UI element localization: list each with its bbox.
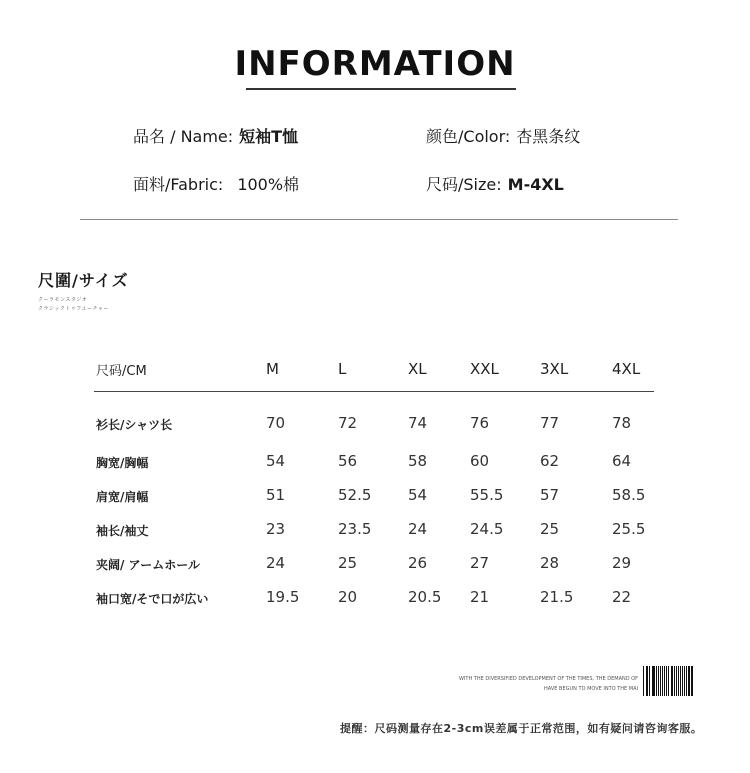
barcode-bar [660, 666, 661, 696]
barcode-bar [692, 666, 693, 696]
table-cell: 54 [408, 486, 428, 504]
table-row-label: 袖口宽/そで口が広い [96, 592, 209, 606]
size-chart-subtitle-2: クラシックトゥフユーチャー [38, 306, 109, 312]
table-cell: 78 [612, 414, 632, 432]
table-cell: 62 [540, 452, 560, 470]
product-color-field [426, 124, 580, 147]
fabric-value: 100%棉 [237, 175, 300, 194]
table-row-label: 袖长/袖丈 [96, 524, 149, 538]
footer-tagline-1: WITH THE DIVERSIFIED DEVELOPMENT OF THE TIMES, THE DEMAND OF [459, 676, 638, 682]
table-cell: 58.5 [612, 486, 646, 504]
product-size-field [426, 172, 564, 195]
table-cell: 56 [338, 452, 358, 470]
size-header: L [338, 360, 347, 378]
size-header: 3XL [540, 360, 569, 378]
table-cell: 70 [266, 414, 286, 432]
barcode-icon [643, 666, 695, 696]
table-cell: 21 [470, 588, 490, 606]
table-cell: 58 [408, 452, 428, 470]
size-header: XXL [470, 360, 499, 378]
title-underline [246, 88, 516, 90]
color-label: 颜色/Color: [426, 127, 511, 146]
table-cell: 24 [408, 520, 428, 538]
size-chart-subtitle-1: クーラモンスタジオ [38, 297, 88, 303]
table-cell: 26 [408, 554, 428, 572]
table-cell: 27 [470, 554, 490, 572]
table-cell: 54 [266, 452, 286, 470]
table-cell: 21.5 [540, 588, 574, 606]
table-row-label: 衫长/シャツ长 [96, 418, 173, 432]
size-header: 4XL [612, 360, 641, 378]
table-cell: 57 [540, 486, 560, 504]
table-cell: 72 [338, 414, 358, 432]
barcode-bar [682, 666, 683, 696]
table-cell: 22 [612, 588, 632, 606]
product-fabric-field [133, 172, 299, 195]
table-cell: 19.5 [266, 588, 300, 606]
table-cell: 23 [266, 520, 286, 538]
product-name-field [133, 124, 298, 147]
table-cell: 64 [612, 452, 632, 470]
barcode-bar [653, 666, 654, 696]
name-label: 品名 / Name: [133, 127, 234, 146]
table-cell: 28 [540, 554, 560, 572]
table-cell: 74 [408, 414, 428, 432]
table-cell: 25 [540, 520, 560, 538]
barcode-bar [649, 666, 650, 696]
size-header: M [266, 360, 279, 378]
name-value: 短袖T恤 [239, 127, 299, 146]
table-cell: 60 [470, 452, 490, 470]
footer-tagline-2: HAVE BEGUN TO MOVE INTO THE MAI [544, 686, 638, 692]
section-divider [80, 219, 678, 220]
barcode-bar [688, 666, 689, 696]
table-cell: 23.5 [338, 520, 372, 538]
table-header-rule [94, 391, 654, 392]
page-title: INFORMATION [234, 44, 516, 84]
barcode-bar [643, 666, 644, 696]
fabric-label: 面料/Fabric: [133, 175, 224, 194]
size-value: M-4XL [507, 175, 564, 194]
table-cell: 77 [540, 414, 560, 432]
table-cell: 29 [612, 554, 632, 572]
table-cell: 52.5 [338, 486, 372, 504]
color-value: 杏黑条纹 [516, 127, 581, 146]
table-cell: 20 [338, 588, 358, 606]
table-row-label: 夹阔/ アームホール [96, 558, 200, 572]
barcode-bar [666, 666, 667, 696]
barcode-bar [676, 666, 677, 696]
table-cell: 51 [266, 486, 286, 504]
table-header-label: 尺码/CM [96, 364, 147, 379]
table-row-label: 肩宽/肩幅 [96, 490, 149, 504]
table-cell: 55.5 [470, 486, 504, 504]
table-cell: 25.5 [612, 520, 646, 538]
table-cell: 24 [266, 554, 286, 572]
size-label: 尺码/Size: [426, 175, 502, 194]
measurement-note: 提醒：尺码测量存在2-3cm误差属于正常范围，如有疑问请咨询客服。 [340, 722, 703, 735]
table-row-label: 胸宽/胸幅 [96, 456, 149, 470]
table-cell: 24.5 [470, 520, 504, 538]
size-header: XL [408, 360, 427, 378]
table-cell: 25 [338, 554, 358, 572]
table-cell: 76 [470, 414, 490, 432]
size-chart-heading: 尺圍/サイズ [38, 271, 129, 290]
barcode-bar [668, 666, 669, 696]
table-cell: 20.5 [408, 588, 442, 606]
